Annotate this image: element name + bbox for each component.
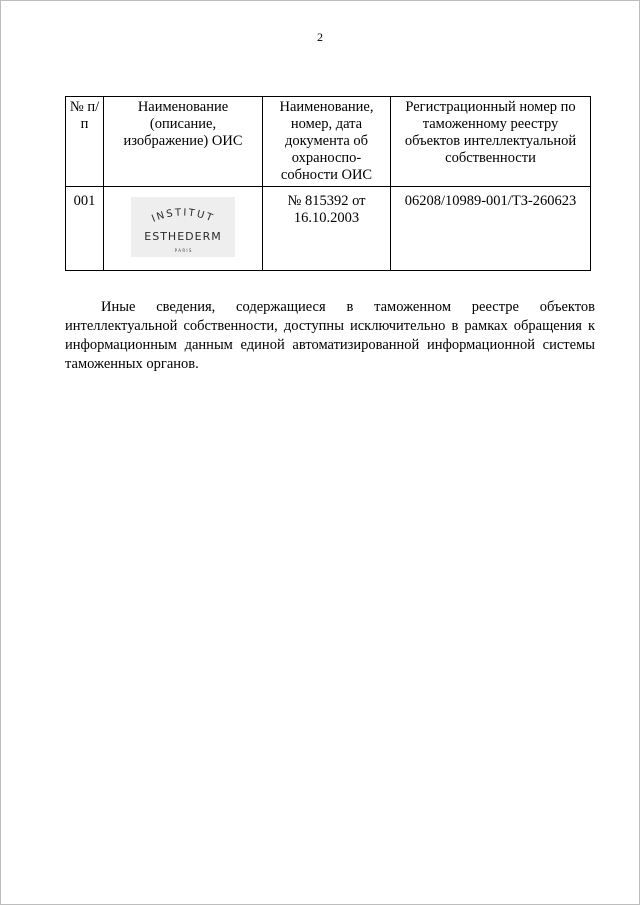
header-document: Наименование, номер, дата документа об охраноспо-собности ОИС bbox=[263, 97, 391, 187]
table-header-row bbox=[66, 97, 591, 187]
esthederm-logo bbox=[131, 197, 235, 257]
row-reg-number: 06208/10989-001/ТЗ-260623 bbox=[391, 187, 591, 271]
row-object-image bbox=[104, 187, 263, 271]
registry-table bbox=[65, 96, 591, 271]
note-paragraph: Иные сведения, содержащиеся в таможенном реестре объектов интеллектуальной собственности, доступны исключительно в рамках обращения к информационным данным единой автоматизированной информационной системы таможенных органов. bbox=[65, 299, 595, 372]
header-object-name: Наименование (описание, изображение) ОИС bbox=[104, 97, 263, 187]
logo-main-text: ESTHEDERM bbox=[144, 230, 222, 243]
logo-bottom-text: P A R I S bbox=[174, 248, 192, 253]
header-reg-number: Регистрационный номер по таможенному реестру объектов интеллектуальной собственности bbox=[391, 97, 591, 187]
header-number: № п/п bbox=[66, 97, 104, 187]
logo-top-text: INSTITUT bbox=[150, 207, 216, 225]
page-number: 2 bbox=[317, 30, 323, 44]
row-number: 001 bbox=[66, 187, 104, 271]
table-row bbox=[66, 187, 591, 271]
row-document: № 815392 от 16.10.2003 bbox=[263, 187, 391, 271]
